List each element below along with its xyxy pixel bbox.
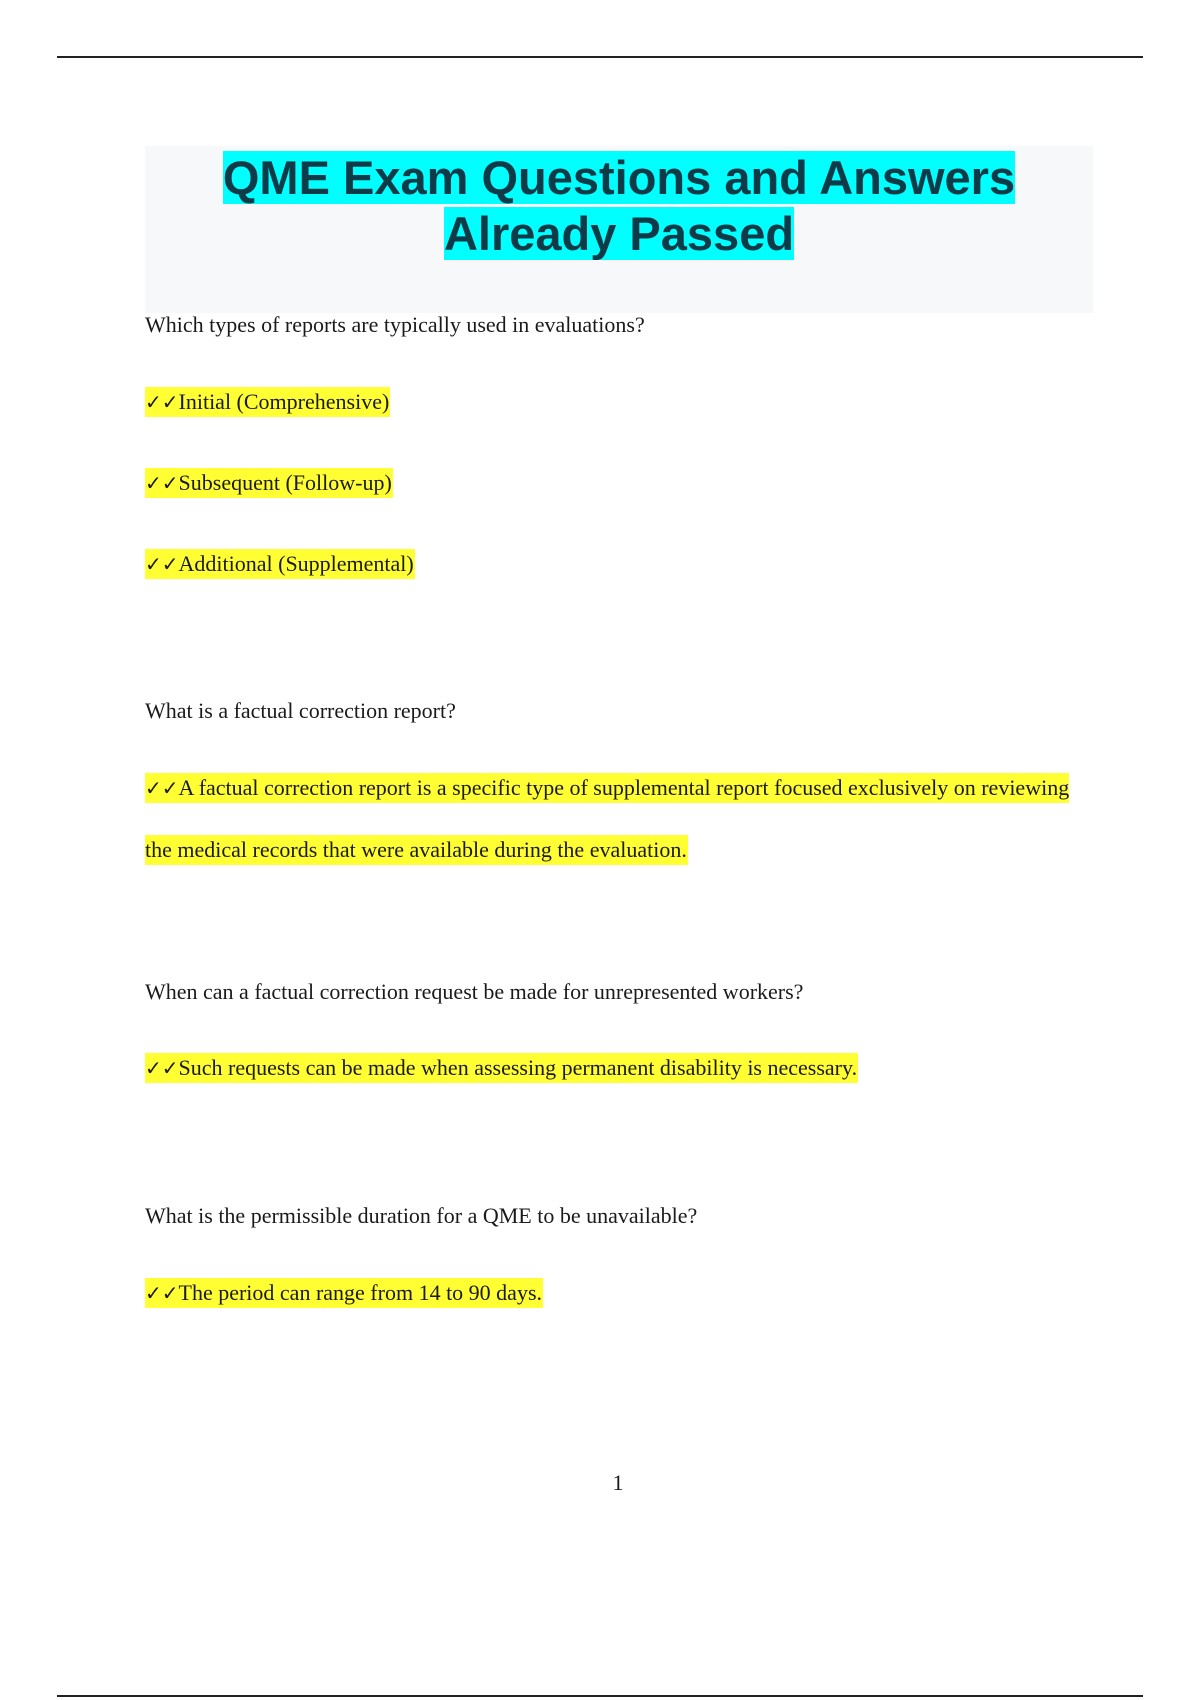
answer-text: Subsequent (Follow-up) [178, 470, 392, 495]
double-check-icon: ✓✓ [145, 1281, 179, 1305]
document-title-line-1: QME Exam Questions and Answers [222, 151, 1016, 204]
header-rule [57, 56, 1143, 58]
answer-text: Such requests can be made when assessing permanent disability is necessary. [178, 1055, 858, 1080]
double-check-icon: ✓✓ [145, 390, 179, 414]
answer-1-3 [145, 550, 415, 578]
question-1: Which types of reports are typically used in evaluations? [145, 312, 645, 337]
double-check-icon: ✓✓ [145, 776, 179, 800]
document-title-line-2: Already Passed [443, 207, 795, 260]
question-3: When can a factual correction request be made for unrepresented workers? [145, 979, 804, 1004]
answer-3-1 [145, 1054, 858, 1082]
answer-text: Initial (Comprehensive) [178, 389, 390, 414]
answer-1-2 [145, 469, 393, 497]
double-check-icon: ✓✓ [145, 471, 179, 495]
double-check-icon: ✓✓ [145, 552, 179, 576]
answer-1-1 [145, 388, 390, 416]
title-block [145, 146, 1093, 313]
double-check-icon: ✓✓ [145, 1056, 179, 1080]
answer-text: Additional (Supplemental) [178, 551, 414, 576]
answer-2-1 [145, 757, 1070, 880]
page-number: 1 [612, 1470, 624, 1495]
question-2: What is a factual correction report? [145, 698, 456, 723]
footer-rule [57, 1695, 1143, 1697]
question-4: What is the permissible duration for a QME to be unavailable? [145, 1203, 698, 1228]
answer-4-1 [145, 1279, 543, 1307]
answer-text: A factual correction report is a specific type of supplemental report focused exclusively on reviewing the medical records that were available during the evaluation. [145, 775, 1070, 862]
answer-text: The period can range from 14 to 90 days. [178, 1280, 543, 1305]
